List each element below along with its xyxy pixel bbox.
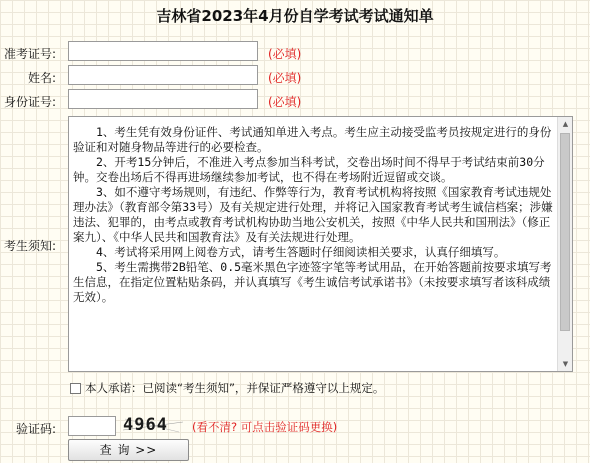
notice-paragraph: 3、如不遵守考场规则，有违纪、作弊等行为，教育考试机构将按照《国家教育考试违规处理办法》（教育部令第33号）及有关规定进行处理，并将记入国家教育考试考生诚信档案；涉嫌违法、犯罪的，由考点或教育考试机构协助当地公安机关，按照《中华人民共和国刑法》（修正案九）、《中华人民共和国教育法》及有关法规进行处理。 [73, 185, 553, 244]
captcha-refresh-hint[interactable]: (看不清? 可点击验证码更换) [192, 420, 338, 434]
captcha-image[interactable] [121, 413, 185, 435]
notice-paragraph: 2、开考15分钟后，不准进入考点参加当科考试，交卷出场时间不得早于考试结束前30分钟。交卷出场后不得再进场继续参加考试，也不得在考场附近逗留或交谈。 [73, 155, 545, 184]
scroll-thumb[interactable] [560, 133, 570, 331]
notice-scrollbar[interactable] [557, 117, 572, 371]
scroll-up-icon[interactable]: ▲ [562, 120, 569, 128]
notice-text [73, 125, 557, 305]
id-number-input[interactable] [68, 89, 258, 109]
name-input[interactable] [68, 65, 258, 85]
id-required-mark: (必填) [268, 95, 302, 109]
ticket-required-mark: (必填) [268, 47, 302, 61]
query-button[interactable]: 查 询 >> [68, 439, 189, 461]
captcha-input[interactable] [68, 416, 116, 436]
id-number-label: 身份证号: [3, 95, 56, 109]
notice-paragraph: 4、考试将采用网上阅卷方式，请考生答题时仔细阅读相关要求，认真仔细填写。 [96, 245, 506, 259]
page-title: 吉林省2023年4月份自学考试考试通知单 [156, 7, 434, 25]
captcha-code: 4964 [123, 415, 168, 435]
notice-paragraph: 1、考生凭有效身份证件、考试通知单进入考点。考生应主动接受监考员按规定进行的身份验证和对随身物品等进行的必要检查。 [73, 125, 552, 154]
captcha-label: 验证码: [15, 422, 56, 436]
notice-textarea[interactable] [68, 116, 573, 372]
notice-label: 考生须知: [3, 239, 56, 253]
agree-checkbox[interactable] [70, 383, 81, 394]
agree-text: 本人承诺：已阅读“考生须知”，并保证严格遵守以上规定。 [85, 381, 385, 395]
scroll-down-icon[interactable]: ▼ [562, 360, 569, 368]
name-label: 姓名: [27, 71, 56, 85]
agreement-row[interactable] [70, 380, 384, 396]
ticket-number-input[interactable] [68, 41, 258, 61]
name-required-mark: (必填) [268, 71, 302, 85]
notice-paragraph: 5、考生需携带2B铅笔、0.5毫米黑色字迹签字笔等考试用品，在开始答题前按要求填写考生信息，在指定位置粘贴条码，并认真填写《考生诚信考试承诺书》（未按要求填写者该科成绩无效）。 [73, 260, 552, 304]
ticket-number-label: 准考证号: [3, 47, 56, 61]
